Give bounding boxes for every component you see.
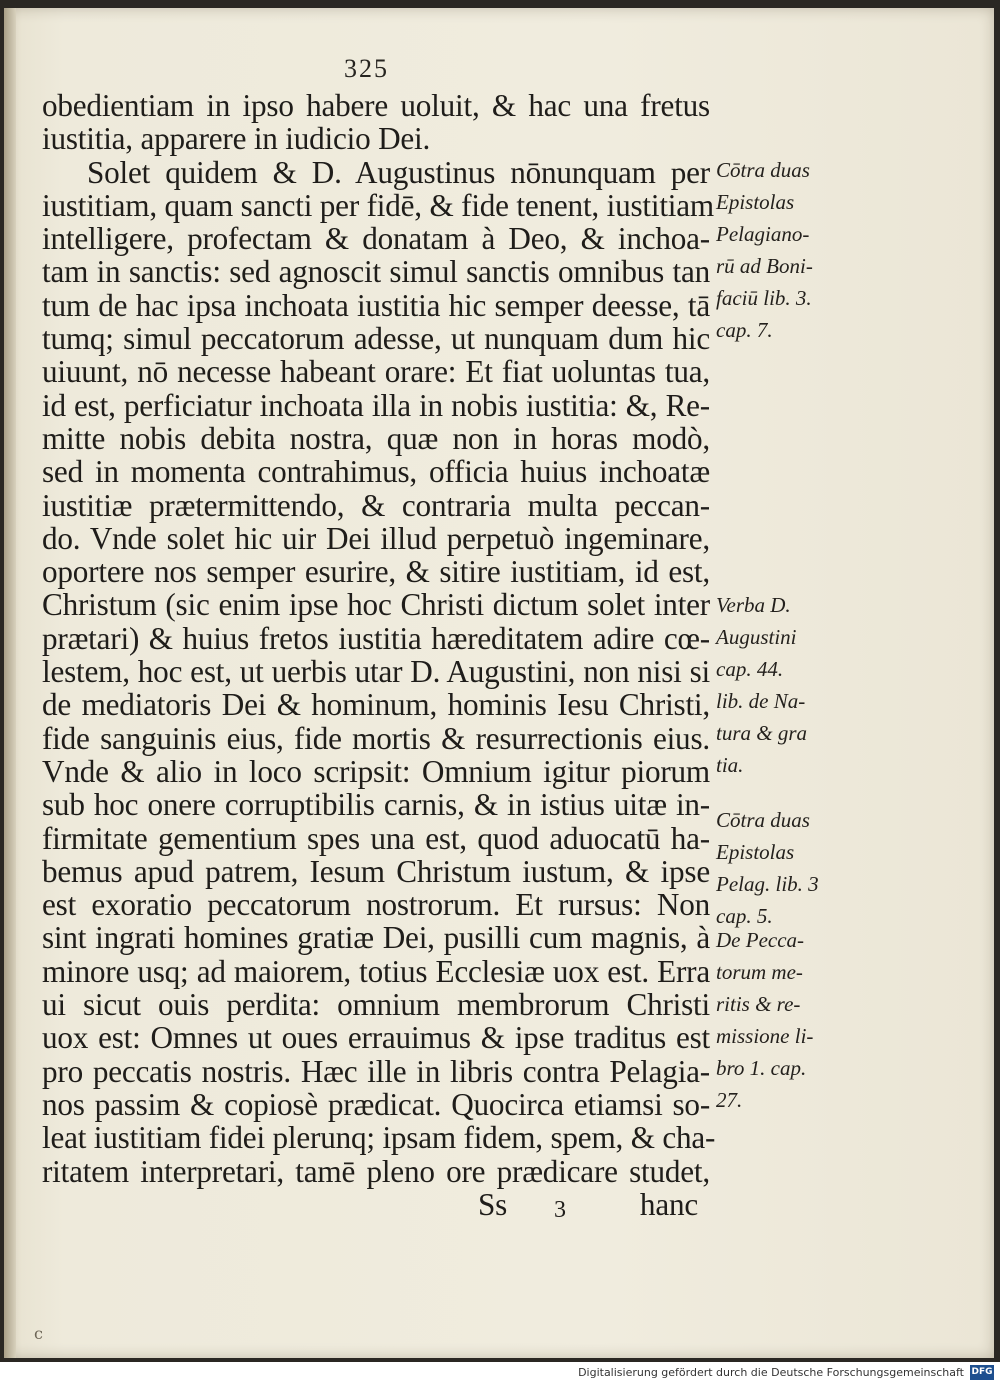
text-line: obedientiam in ipso habere uoluit, & hac una fretus bbox=[42, 88, 710, 123]
bottom-mark: c bbox=[34, 1324, 43, 1343]
margin-note-line: rū ad Boni- bbox=[716, 254, 813, 278]
text-line: prætari) & huius fretos iustitia hæreditatem adire cœ- bbox=[42, 620, 710, 656]
text-line: sed in momenta contrahimus, officia huius inchoatæ bbox=[42, 454, 710, 490]
page-gutter bbox=[4, 8, 16, 1358]
text-line: de mediatoris Dei & hominum, hominis Iesu Christi, bbox=[42, 687, 710, 723]
margin-note-line: bro 1. cap. bbox=[716, 1056, 807, 1080]
margin-note-line: Epistolas bbox=[716, 840, 795, 864]
margin-note-line: Pelag. lib. 3 bbox=[716, 872, 819, 896]
text-line: bemus apud patrem, Iesum Christum iustum, & ipse bbox=[42, 853, 710, 889]
text-line: uox est: Omnes ut oues errauimus & ipse traditus est bbox=[42, 1020, 710, 1056]
margin-note-line: cap. 5. bbox=[716, 904, 773, 928]
text-line: fide sanguinis eius, fide mortis & resurrectionis eius. bbox=[42, 720, 710, 756]
text-line: iustitia, apparere in iudicio Dei. bbox=[42, 121, 431, 157]
margin-note bbox=[716, 808, 819, 936]
text-line: ui sicut ouis perdita: omnium membrorum Christi bbox=[42, 987, 710, 1023]
margin-note-line: missione li- bbox=[716, 1024, 814, 1048]
text-line: ritatem interpretari, tamē pleno ore prædicare studet, bbox=[42, 1153, 710, 1189]
text-line: firmitate gementium spes una est, quod aduocatū ha- bbox=[42, 820, 710, 856]
text-line: nos passim & copiosè prædicat. Quocirca etiamsi so- bbox=[42, 1086, 710, 1122]
main-text-block bbox=[42, 88, 716, 1223]
text-line: Solet quidem & D. Augustinus nōnunquam per bbox=[87, 154, 710, 190]
margin-note-line: lib. de Na- bbox=[716, 689, 806, 713]
margin-note-line: Augustini bbox=[716, 625, 797, 649]
footer-bar bbox=[0, 1362, 1000, 1385]
margin-note-line: faciū lib. 3. bbox=[716, 286, 812, 310]
margin-note-line: Epistolas bbox=[716, 190, 795, 214]
catchword: hanc bbox=[639, 1186, 698, 1222]
book-page bbox=[4, 8, 994, 1358]
signature-number: 3 bbox=[554, 1196, 566, 1223]
margin-note-line: Cōtra duas bbox=[716, 158, 810, 182]
margin-note bbox=[716, 928, 813, 1120]
margin-note-line: Cōtra duas bbox=[716, 808, 810, 832]
margin-note-line: De Pecca- bbox=[716, 928, 805, 952]
text-line: id est, perficiatur inchoata illa in nobis iustitia: &, Re- bbox=[42, 387, 710, 423]
margin-note bbox=[716, 593, 807, 785]
margin-note-line: tia. bbox=[716, 753, 744, 777]
text-line: oportere nos semper esurire, & sitire iustitiam, id est, bbox=[42, 554, 710, 590]
text-line: tum de hac ipsa inchoata iustitia hic semper deesse, tā bbox=[42, 287, 710, 323]
text-line: intelligere, profectam & donatam à Deo, & inchoa- bbox=[42, 221, 710, 257]
margin-note-line: torum me- bbox=[716, 960, 803, 984]
margin-note-line: ritis & re- bbox=[716, 992, 801, 1016]
signature-mark: Ss bbox=[478, 1186, 508, 1222]
text-line: do. Vnde solet hic uir Dei illud perpetuò ingeminare, bbox=[42, 520, 710, 556]
page-number: 325 bbox=[344, 54, 389, 83]
text-line: iustitiam, quam sancti per fidē, & fide tenent, iustitiam bbox=[42, 187, 714, 223]
text-line: Vnde & alio in loco scripsit: Omnium igitur piorum bbox=[42, 753, 710, 789]
text-line: tumq; simul peccatorum adesse, ut nunquam dum hic bbox=[42, 321, 710, 357]
signature-line bbox=[42, 1188, 710, 1221]
text-line: sub hoc onere corruptibilis carnis, & in istius uitæ in- bbox=[42, 787, 710, 823]
margin-note-line: Pelagiano- bbox=[716, 222, 810, 246]
margin-note-line: cap. 7. bbox=[716, 318, 773, 342]
text-line: leat iustitiam fidei plerunq; ipsam fidem, spem, & cha- bbox=[42, 1120, 716, 1156]
text-line: lestem, hoc est, ut uerbis utar D. Augustini, non nisi si bbox=[42, 654, 710, 690]
margin-note-line: Verba D. bbox=[716, 593, 791, 617]
text-line: uiuunt, nō necesse habeant orare: Et fiat uoluntas tua, bbox=[42, 354, 710, 390]
text-line: pro peccatis nostris. Hæc ille in libris contra Pelagia- bbox=[42, 1053, 710, 1089]
margin-note-line: tura & gra bbox=[716, 721, 808, 745]
text-line: minore usq; ad maiorem, totius Ecclesiæ uox est. Erra bbox=[42, 953, 710, 989]
margin-note bbox=[716, 158, 813, 350]
margin-note-line: 27. bbox=[716, 1088, 743, 1112]
footer-credit: Digitalisierung gefördert durch die Deutsche Forschungsgemeinschaft bbox=[578, 1366, 964, 1379]
text-line: Christum (sic enim ipse hoc Christi dictum solet inter bbox=[42, 587, 710, 623]
margin-note-line: cap. 44. bbox=[716, 657, 784, 681]
dfg-logo: DFG bbox=[970, 1365, 994, 1380]
text-line: iustitiæ prætermittendo, & contraria multa peccan- bbox=[42, 487, 710, 523]
text-line: mitte nobis debita nostra, quæ non in horas modò, bbox=[42, 420, 710, 456]
text-line: sint ingrati homines gratiæ Dei, pusilli cum magnis, à bbox=[42, 920, 710, 956]
text-line: est exoratio peccatorum nostrorum. Et rursus: Non bbox=[42, 887, 710, 923]
text-line: tam in sanctis: sed agnoscit simul sanctis omnibus tan bbox=[42, 254, 710, 290]
